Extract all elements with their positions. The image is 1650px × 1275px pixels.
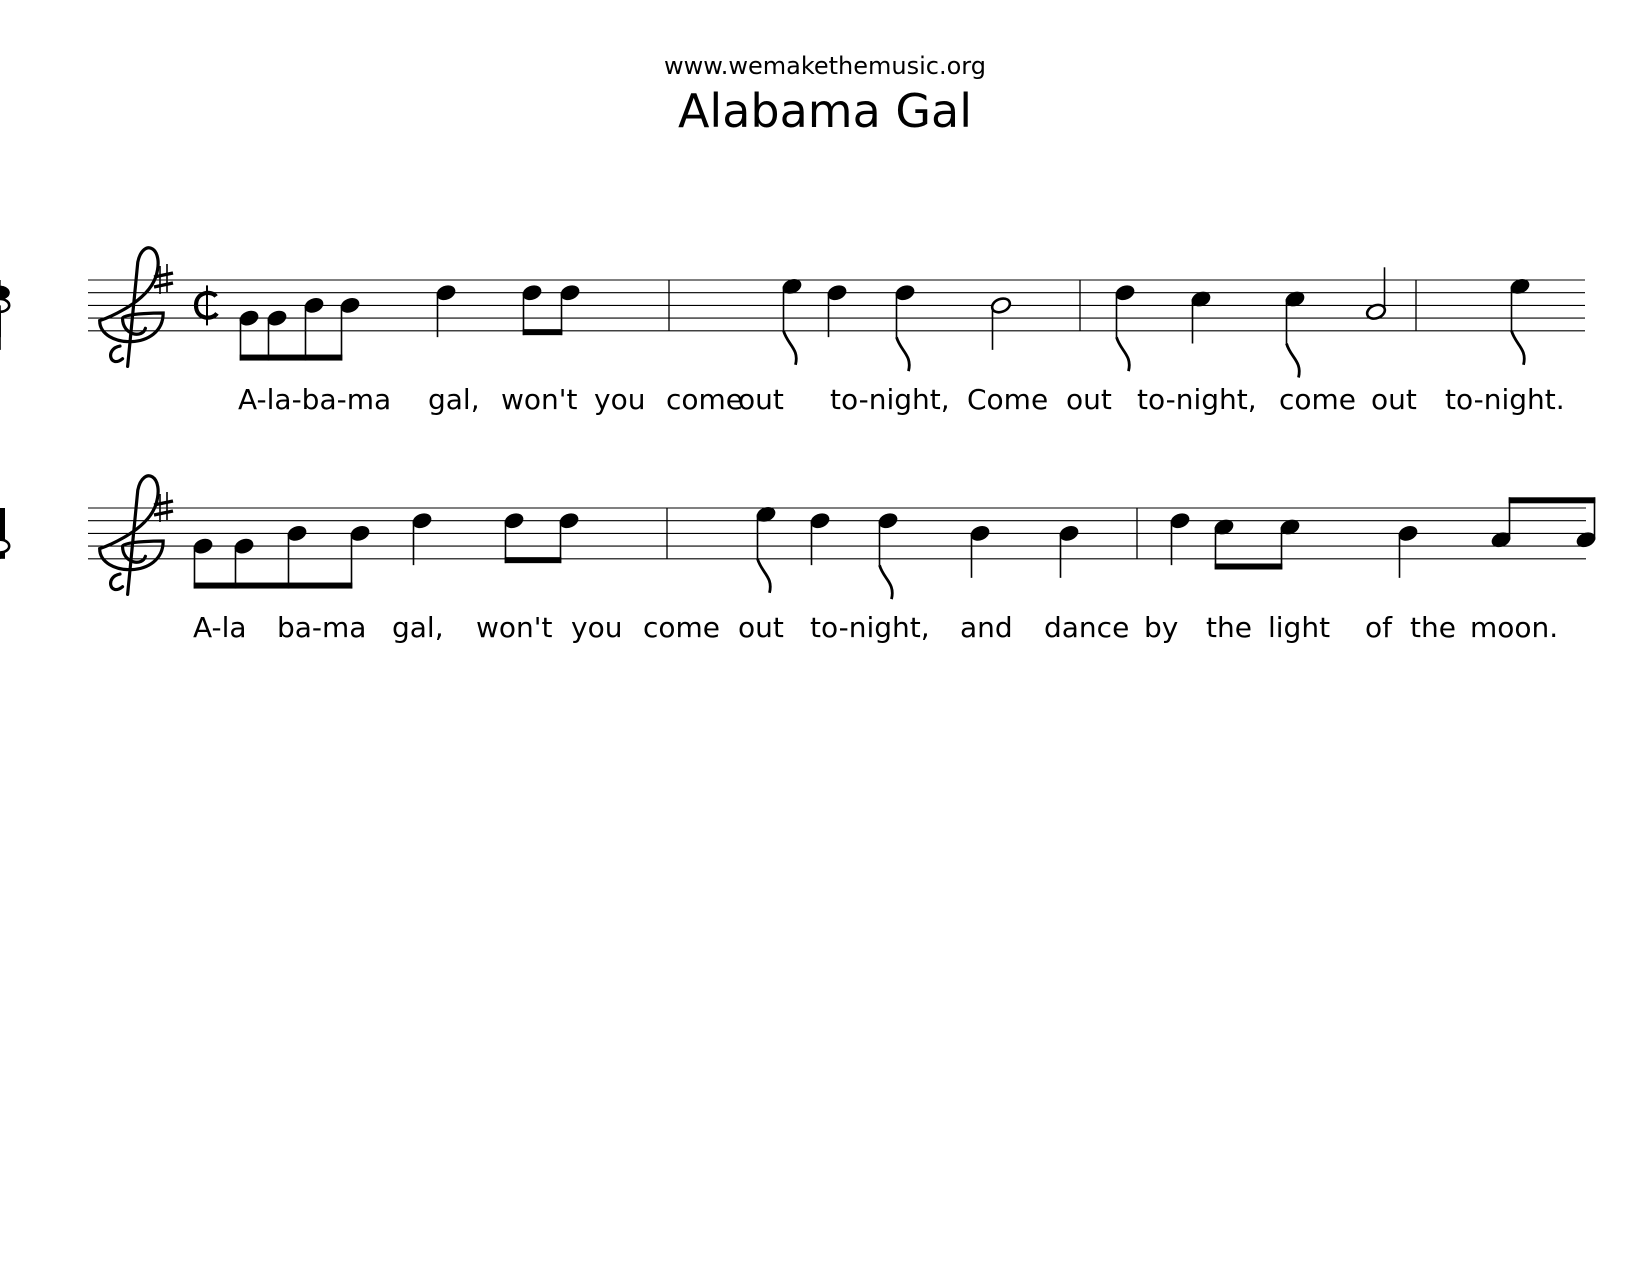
note-head-G4 xyxy=(192,537,214,556)
note-flag xyxy=(1287,344,1300,378)
note-flag xyxy=(758,559,771,593)
note-head-D5 xyxy=(503,511,525,530)
lyric-word: won't xyxy=(476,611,553,644)
treble-clef-icon xyxy=(100,248,163,367)
lyric-word: by xyxy=(1144,611,1179,644)
note-flag xyxy=(784,331,797,365)
lyric-word: out xyxy=(738,611,784,644)
lyric-word: won't xyxy=(501,383,578,416)
lyric-word: gal, xyxy=(392,611,444,644)
note-head-D5 xyxy=(1114,283,1136,302)
note-head-D5 xyxy=(894,283,916,302)
lyric-word: out xyxy=(1066,383,1112,416)
lyric-word: and xyxy=(960,611,1013,644)
note-head-D5 xyxy=(559,283,581,302)
lyric-word: dance xyxy=(1044,611,1130,644)
note-head-D5 xyxy=(411,511,433,530)
lyric-word: out xyxy=(738,383,784,416)
lyric-word: to-night, xyxy=(1137,383,1257,416)
note-flag xyxy=(897,337,910,371)
lyric-word: moon. xyxy=(1470,611,1559,644)
staff-system-1 xyxy=(0,248,1585,416)
note-head-B4 xyxy=(990,296,1012,315)
lyric-word: the xyxy=(1206,611,1252,644)
lyric-word: come xyxy=(643,611,721,644)
note-head-D5 xyxy=(521,283,543,302)
note-head-D5 xyxy=(435,283,457,302)
note-flag xyxy=(880,565,893,599)
lyric-word: come xyxy=(1279,383,1357,416)
lyric-word: A-la xyxy=(193,611,247,644)
lyric-word: A-la-ba-ma xyxy=(238,383,392,416)
note-head-D5 xyxy=(877,511,899,530)
beam xyxy=(1215,564,1283,570)
note-head-B4 xyxy=(339,296,361,315)
note-head-B4 xyxy=(0,299,9,312)
note-head-D5 xyxy=(0,286,9,299)
note-head-B4 xyxy=(1058,524,1080,543)
note-flag xyxy=(1117,337,1130,371)
beam xyxy=(505,557,562,563)
beam xyxy=(194,583,353,589)
note-head-D5 xyxy=(558,511,580,530)
lyric-word: to-night, xyxy=(810,611,930,644)
lyric-word: ba-ma xyxy=(277,611,367,644)
note-head-B4 xyxy=(303,296,325,315)
lyric-word: you xyxy=(571,611,623,644)
lyric-word: out xyxy=(1371,383,1417,416)
lyric-word: gal, xyxy=(428,383,480,416)
beam xyxy=(1509,497,1596,503)
note-head-G4 xyxy=(0,540,9,553)
note-head-B4 xyxy=(286,524,308,543)
lyric-word: come xyxy=(666,383,744,416)
lyric-word: to-night, xyxy=(830,383,950,416)
song-title: Alabama Gal xyxy=(677,84,973,138)
note-head-G4 xyxy=(266,309,288,328)
lyric-word: Come xyxy=(967,383,1049,416)
note-head-G4 xyxy=(233,537,255,556)
lyric-word: light xyxy=(1268,611,1331,644)
beam xyxy=(523,329,563,335)
beam xyxy=(240,355,343,361)
site-url: www.wemakethemusic.org xyxy=(664,52,986,80)
note-head-B4 xyxy=(349,524,371,543)
note-head-B4 xyxy=(1397,524,1419,543)
treble-clef-icon xyxy=(100,476,164,595)
note-head-D5 xyxy=(1169,511,1191,530)
staff-system-2 xyxy=(0,476,1597,644)
note-head-D5 xyxy=(826,283,848,302)
note-head-G4 xyxy=(238,309,260,328)
lyric-word: of xyxy=(1365,611,1392,644)
lyric-word: to-night. xyxy=(1445,383,1565,416)
note-head-D5 xyxy=(809,511,831,530)
lyric-word: you xyxy=(594,383,646,416)
note-head-B4 xyxy=(969,524,991,543)
lyric-word: the xyxy=(1410,611,1456,644)
note-flag xyxy=(1512,331,1525,365)
